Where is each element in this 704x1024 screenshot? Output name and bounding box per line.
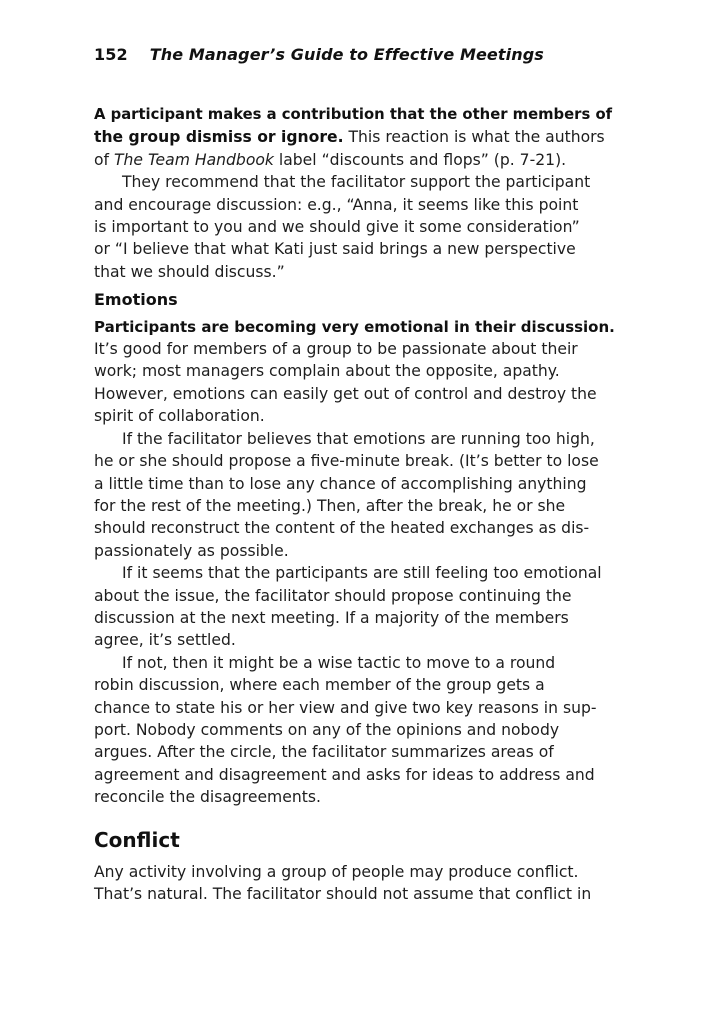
para4-line: If the facilitator believes that emotions are running too high, <box>122 429 595 448</box>
para5-line: agree, it’s settled. <box>94 631 236 650</box>
para3-lead: Participants are becoming very emotional in their discussion. <box>94 317 615 336</box>
para7-line: That’s natural. The facilitator should not assume that conflict in <box>94 885 592 904</box>
para2-line: and encourage discussion: e.g., “Anna, it seems like this point <box>94 195 579 214</box>
para6-line: port. Nobody comments on any of the opinions and nobody <box>94 720 560 739</box>
para3-line: However, emotions can easily get out of control and destroy the <box>94 384 597 403</box>
para2-line: that we should discuss.” <box>94 262 285 281</box>
para6-line: agreement and disagreement and asks for ideas to address and <box>94 765 595 784</box>
para3-line: work; most managers complain about the opposite, apathy. <box>94 362 560 381</box>
para6-line: reconcile the disagreements. <box>94 788 321 807</box>
para6-line: robin discussion, where each member of the group gets a <box>94 676 545 695</box>
conflict-heading: Conflict <box>94 827 180 852</box>
para2-line: or “I believe that what Kati just said brings a new perspective <box>94 240 576 259</box>
para2-line: They recommend that the facilitator support the participant <box>122 173 591 192</box>
running-head <box>94 45 544 64</box>
para1-line2: the group dismiss or ignore. This reaction is what the authors <box>94 128 605 147</box>
page-body <box>94 104 618 906</box>
para5-line: If it seems that the participants are still feeling too emotional <box>122 564 602 583</box>
para1-line3: of The Team Handbook label “discounts and flops” (p. 7-21). <box>94 150 567 169</box>
para3-line: spirit of collaboration. <box>94 407 265 426</box>
para4-line: passionately as possible. <box>94 541 289 560</box>
para4-line: for the rest of the meeting.) Then, after the break, he or she <box>94 496 566 515</box>
para4-line: a little time than to lose any chance of accomplishing anything <box>94 474 587 493</box>
para5-line: discussion at the next meeting. If a majority of the members <box>94 608 569 627</box>
para6-line: If not, then it might be a wise tactic to move to a round <box>122 653 556 672</box>
para4-line: he or she should propose a five-minute break. (It’s better to lose <box>94 452 599 471</box>
para3-line: It’s good for members of a group to be passionate about their <box>94 340 578 359</box>
para6-line: argues. After the circle, the facilitator summarizes areas of <box>94 743 554 762</box>
book-title: The Manager’s Guide to Effective Meetings <box>149 45 544 64</box>
para1-line1: A participant makes a contribution that the other members of <box>94 106 613 123</box>
para5-line: about the issue, the facilitator should propose continuing the <box>94 586 572 605</box>
para6-line: chance to state his or her view and give two key reasons in sup- <box>94 698 597 717</box>
emotions-heading: Emotions <box>94 290 178 310</box>
page-number: 152 <box>94 45 128 64</box>
para2-line: is important to you and we should give it some consideration” <box>94 218 580 237</box>
para4-line: should reconstruct the content of the heated exchanges as dis- <box>94 519 590 538</box>
para7-line: Any activity involving a group of people may produce conflict. <box>94 863 579 881</box>
